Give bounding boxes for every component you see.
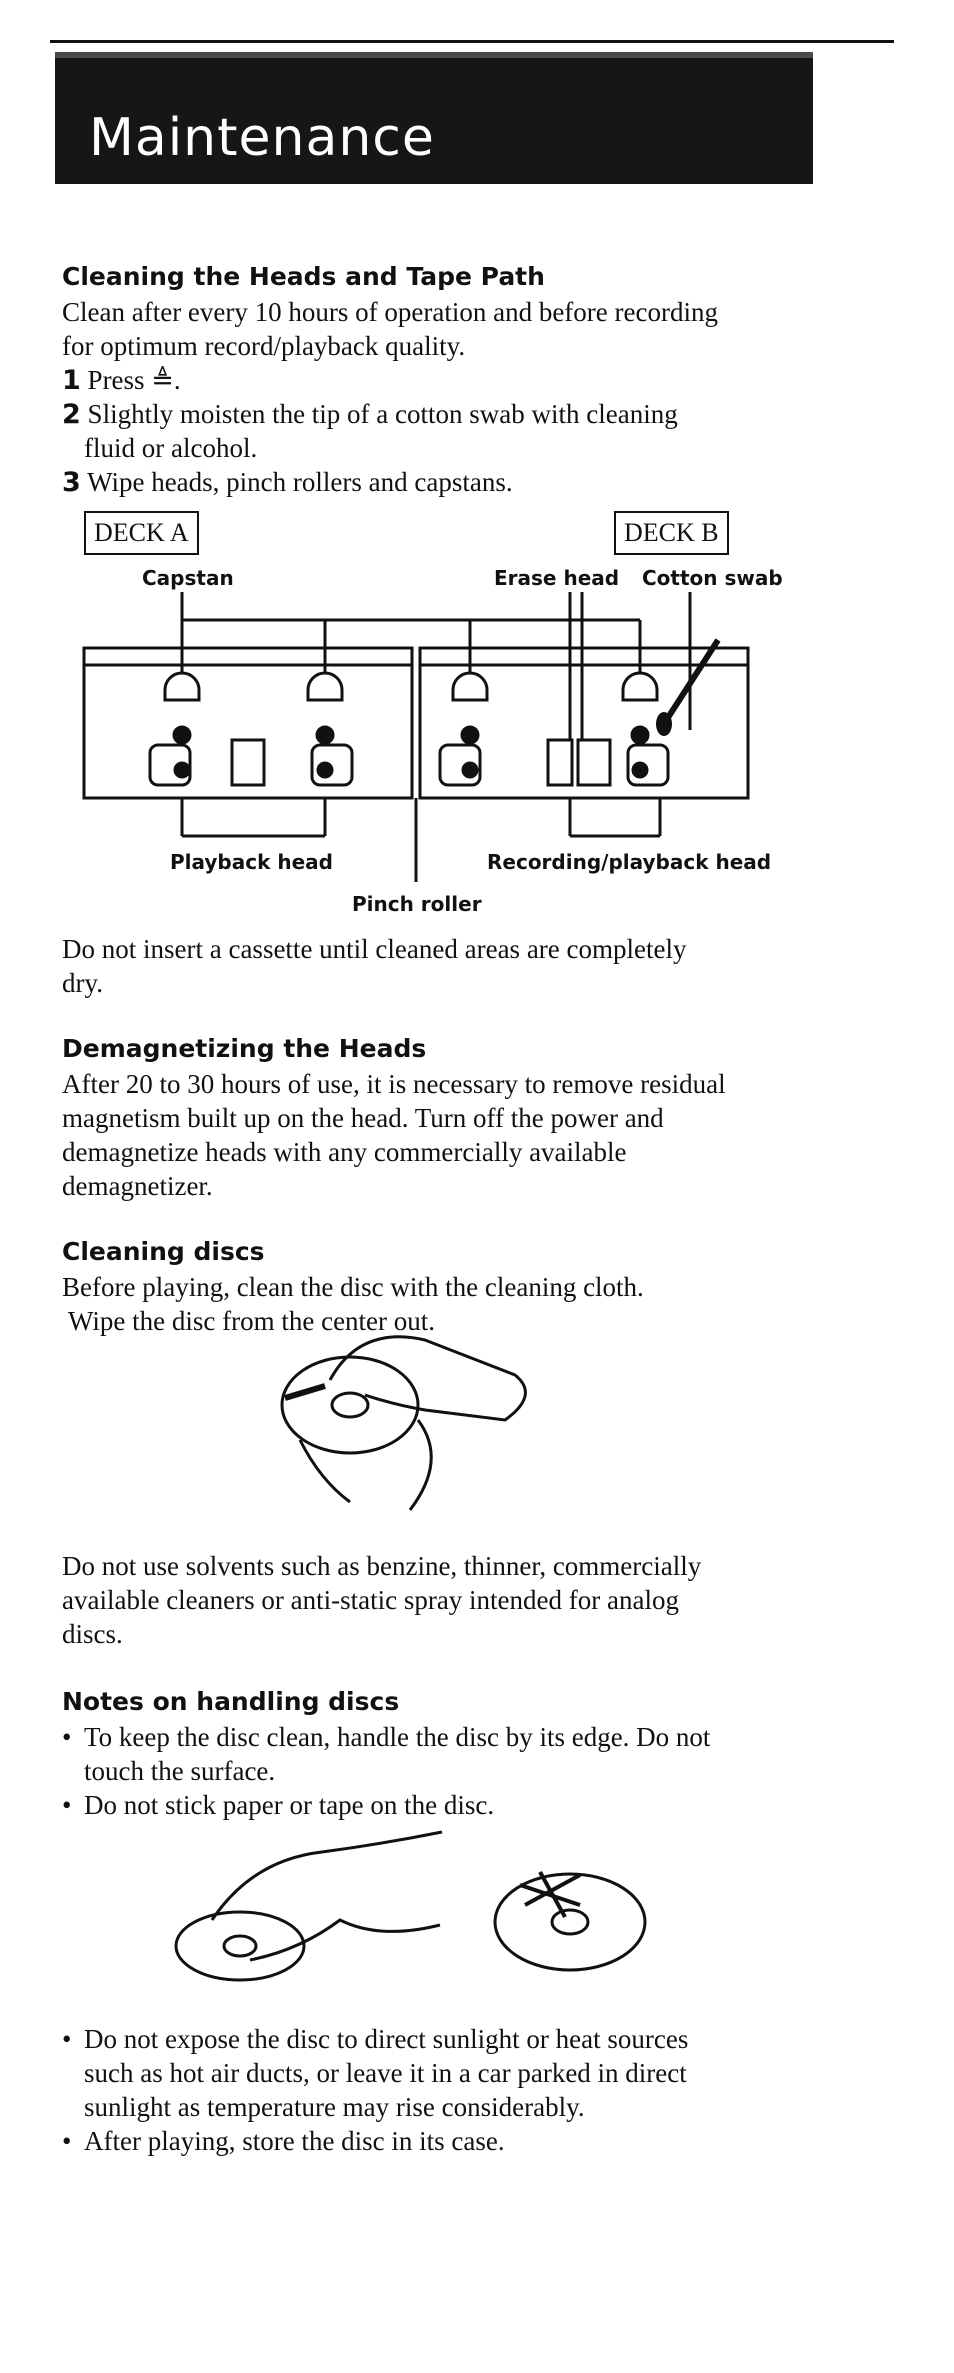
deck-b-label: DECK B — [614, 511, 729, 555]
demag-line-1: After 20 to 30 hours of use, it is necessary to remove residual — [62, 1069, 726, 1099]
bullet-mark: • — [62, 1722, 72, 1752]
dry-note-line-2: dry. — [62, 968, 103, 998]
heading-demagnetizing: Demagnetizing the Heads — [62, 1034, 427, 1063]
heading-cleaning-discs: Cleaning discs — [62, 1237, 265, 1266]
cotton-swab-tip — [656, 712, 672, 736]
step-3-number: 3 — [62, 467, 81, 498]
intro-line-2: for optimum record/playback quality. — [62, 331, 466, 361]
solvent-warning-line-3: discs. — [62, 1619, 123, 1649]
page-title: Maintenance — [89, 108, 435, 168]
disc-cleaning-illustration — [282, 1337, 525, 1510]
bullet-1-continued: touch the surface. — [84, 1756, 276, 1786]
bullet-1 — [62, 1720, 822, 1754]
bullet-1-text: To keep the disc clean, handle the disc by its edge. Do not — [84, 1722, 711, 1752]
intro-line-1: Clean after every 10 hours of operation and before recording — [62, 297, 718, 327]
solvent-warning-line-2: available cleaners or anti-static spray intended for analog — [62, 1585, 679, 1615]
bullet-mark: • — [62, 1790, 72, 1820]
demag-line-2: magnetism built up on the head. Turn off the power and — [62, 1103, 664, 1133]
bullet-mark: • — [62, 2126, 72, 2156]
demag-line-4: demagnetizer. — [62, 1171, 213, 1201]
bullet-4 — [62, 2124, 822, 2158]
bullet-2 — [62, 1788, 822, 1822]
step-2-continued: fluid or alcohol. — [84, 433, 258, 463]
bullet-mark: • — [62, 2024, 72, 2054]
deck-a-label: DECK A — [84, 511, 199, 555]
label-pinch-roller: Pinch roller — [352, 892, 482, 916]
bullet-3-text: Do not expose the disc to direct sunlight or heat sources — [84, 2024, 689, 2054]
heading-notes-handling: Notes on handling discs — [62, 1687, 400, 1716]
bullet-3-continued-1: such as hot air ducts, or leave it in a car parked in direct — [84, 2058, 687, 2088]
step-2-number: 2 — [62, 399, 81, 430]
playback-head-a — [232, 740, 264, 785]
label-recording-playback-head: Recording/playback head — [487, 850, 772, 874]
demag-line-3: demagnetize heads with any commercially available — [62, 1137, 627, 1167]
step-2-text: Slightly moisten the tip of a cotton swab with cleaning — [87, 399, 678, 429]
bullet-3-continued-2: sunlight as temperature may rise considerably. — [84, 2092, 585, 2122]
bullet-3 — [62, 2022, 822, 2056]
disc-handling-illustration — [176, 1832, 645, 1980]
step-1-number: 1 — [62, 365, 81, 396]
label-capstan: Capstan — [142, 566, 234, 590]
solvent-warning-line-1: Do not use solvents such as benzine, thinner, commercially — [62, 1551, 702, 1581]
step-3-text: Wipe heads, pinch rollers and capstans. — [87, 467, 513, 497]
step-1-text: Press ≜. — [87, 365, 181, 395]
label-playback-head: Playback head — [170, 850, 333, 874]
heading-cleaning-heads: Cleaning the Heads and Tape Path — [62, 262, 545, 291]
rec-playback-head-b — [578, 740, 610, 785]
label-erase-head: Erase head — [494, 566, 620, 590]
erase-head-b — [548, 740, 572, 785]
label-cotton-swab: Cotton swab — [642, 566, 783, 590]
discs-line-2: Wipe the disc from the center out. — [68, 1306, 436, 1336]
discs-line-1: Before playing, clean the disc with the cleaning cloth. — [62, 1272, 644, 1302]
bullet-4-text: After playing, store the disc in its case. — [84, 2126, 505, 2156]
dry-note-line-1: Do not insert a cassette until cleaned areas are completely — [62, 934, 687, 964]
bullet-2-text: Do not stick paper or tape on the disc. — [84, 1790, 495, 1820]
